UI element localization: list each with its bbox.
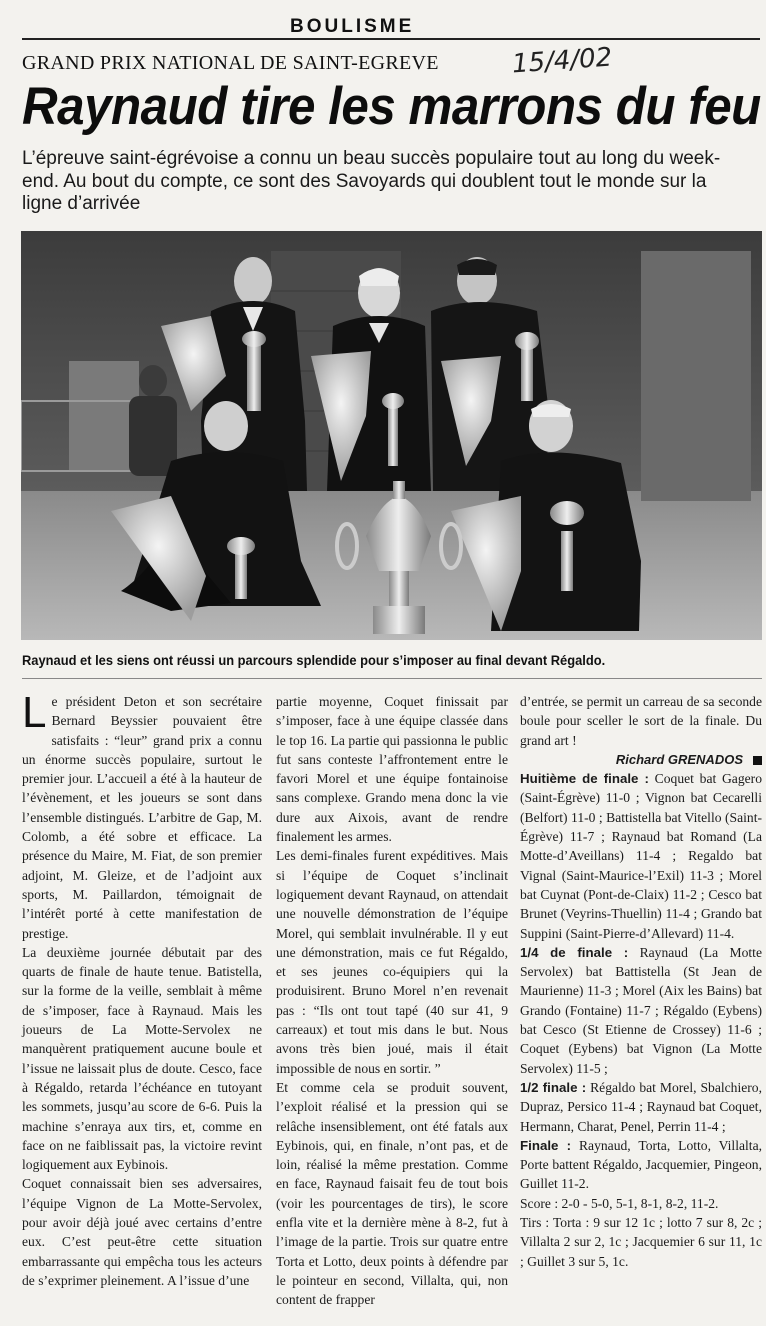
photo-caption: Raynaud et les siens ont réussi un parcours splendide pour s’imposer au final devant Régaldo. — [22, 653, 606, 668]
article-paragraph: Les demi-finales furent expéditives. Mais si l’équipe de Coquet s’inclinait logiquement devant Raynaud, on attendait une nouvelle démonstration de l’équipe Morel, qui semblait invulnérable. Il y eut une démonstration, mais ce fut Régaldo, et ses jeunes co-équipiers qui la produisirent. Bruno Morel n’en revenait pas : “Ils ont tout tapé (40 sur 41, 9 carreaux) et tout mis dans le but. Nous avons très bien joué, mais il était impossible de nous en sortir. ” — [276, 848, 508, 1076]
results-score: Score : 2-0 - 5-0, 5-1, 8-1, 8-2, 11-2. — [520, 1195, 719, 1211]
section-rubric: BOULISME — [290, 16, 415, 37]
results-quarter-finals: 1/4 de finale : Raynaud (La Motte Servolex) bat Battistella (St Jean de Maurienne) 11-3 ; Morel (Aix les Bains) bat Grando (Fontaine) 11-7 ; Régaldo (Eybens) bat Cesco (St Etienne de Crossey) 11-6 ; Coquet (Eybens) bat Vignon (La Motte Servolex) 11-5 ; — [520, 944, 762, 1076]
author-signature: Richard GRENADOS — [520, 750, 762, 769]
article-paragraph: Et comme cela se produit souvent, l’exploit réalisé et la pression qui se relâche insensiblement, ont été fatals aux Eybinois, qui, en finale, n’ont pas, et de loin, réalisé la même prestation. Comme en face, Raynaud faisait feu de tout bois (voir les pourcentages de tirs), le score enfla vite et la dernière mène à 8-2, fut à l’image de la partie. Trois sur quatre entre Torta et Lotto, deux points à défendre par le pointeur en second, Villalta, qui, non content de frapper — [276, 1079, 508, 1308]
handwritten-date: 15/4/02 — [511, 42, 614, 80]
article-paragraph: partie moyenne, Coquet finissait par s’imposer, face à une équipe classée dans le top 16. La partie qui passionna le public fut sans conteste l’affrontement entre le favori Morel et une équipe fontainoise sans complexe. Grando mena donc la vie dure aux Aixois, avant de rendre finalement les armes. — [276, 694, 508, 845]
rubric-divider — [22, 38, 760, 40]
article-paragraph: d’entrée, se permit un carreau de sa seconde boule pour sceller le sort de la finale. Du grand art ! — [520, 694, 762, 748]
caption-divider — [22, 678, 762, 679]
team-photo — [21, 231, 762, 640]
article-column-3 — [520, 692, 762, 1271]
article-paragraph: La deuxième journée débutait par des quarts de finale de haute tenue. Batistella, sur la forme de la veille, semblait à même de s’imposer, face à Raynaud. Mais les joueurs de La Motte-Servolex ne manquèrent pratiquement aucune boule et l’issue ne laissait plus de doute. Cesco, face à Régaldo, retarda l’échéance en tutoyant les sommets, jusqu’au score de 6-6. Puis la machine s’enraya aux tirs, et, comme en face on ne faiblissait pas, la victoire revint logiquement aux Eybinois. — [22, 944, 262, 1173]
article-column-2 — [276, 692, 508, 1310]
end-square-icon — [753, 756, 762, 765]
results-shooting: Tirs : Torta : 9 sur 12 1c ; lotto 7 sur 8, 2c ; Villalta 2 sur 2, 1c ; Jacquemier 6 sur 11, 1c ; Guillet 3 sur 5, 1c. — [520, 1215, 762, 1269]
results-round-of-16: Huitième de finale : Coquet bat Gagero (Saint-Égrève) 11-0 ; Vignon bat Cecarelli (Belfort) 11-0 ; Battistella bat Vitello (Saint-Égrève) 11-7 ; Raynaud bat Romand (La Motte-d’Aveillans) 11-4 ; Regaldo bat Vignal (Saint-Maurice-l’Exil) 11-3 ; Morel bat Cuynat (Pont-de-Claix) 11-2 ; Cesco bat Brunet (Veyrins-Thuellin) 11-4 ; Grando bat Suppini (Saint-Pierre-d’Allevard) 11-4. — [520, 771, 762, 941]
results-semi-finals: 1/2 finale : Régaldo bat Morel, Sbalchiero, Dupraz, Persico 11-4 ; Raynaud bat Coquet, Hermann, Charat, Penel, Perrin 11-4 ; — [520, 1079, 763, 1134]
article-paragraph: Coquet connaissait bien ses adversaires, l’équipe Vignon de La Motte-Servolex, pour avoir déjà joué avec certains d’entre eux. C’est peut-être cette situation embarrassante qui empêcha tous les acteurs de s’exprimer pleinement. A l’issue d’une — [22, 1176, 262, 1288]
article-headline: Raynaud tire les marrons du feu — [22, 77, 761, 136]
results-final: Finale : Raynaud, Torta, Lotto, Villalta, Porte battent Régaldo, Jacquemier, Pingeon, Guillet 11-2. — [520, 1137, 762, 1192]
article-column-1 — [22, 688, 262, 1290]
team-photo-illustration — [21, 231, 762, 640]
article-kicker: GRAND PRIX NATIONAL DE SAINT-EGREVE — [22, 52, 439, 74]
drop-cap: L — [22, 688, 47, 737]
article-paragraph: Le président Deton et son secrétaire Bernard Beyssier pouvaient être satisfaits : “leur” grand prix a connu un énorme succès populaire, surtout le premier jour. L’accueil a été à la hauteur de l’évènement, et les joueurs se sont dans l’ensemble distingués. L’arbitre de Gap, M. Colomb, a été sobre et efficace. La présence du Maire, M. Fiat, de son premier adjoint, M. Gleize, et de l’adjoint aux sports, M. Paillardon, témoignait de l’intérêt porté à cette manifestation de prestige. — [22, 688, 262, 941]
article-deck: L’épreuve saint-égrévoise a connu un beau succès populaire tout au long du week-end. Au bout du compte, ce sont des Savoyards qui doublent tout le monde sur la ligne d’arrivée — [22, 148, 721, 214]
